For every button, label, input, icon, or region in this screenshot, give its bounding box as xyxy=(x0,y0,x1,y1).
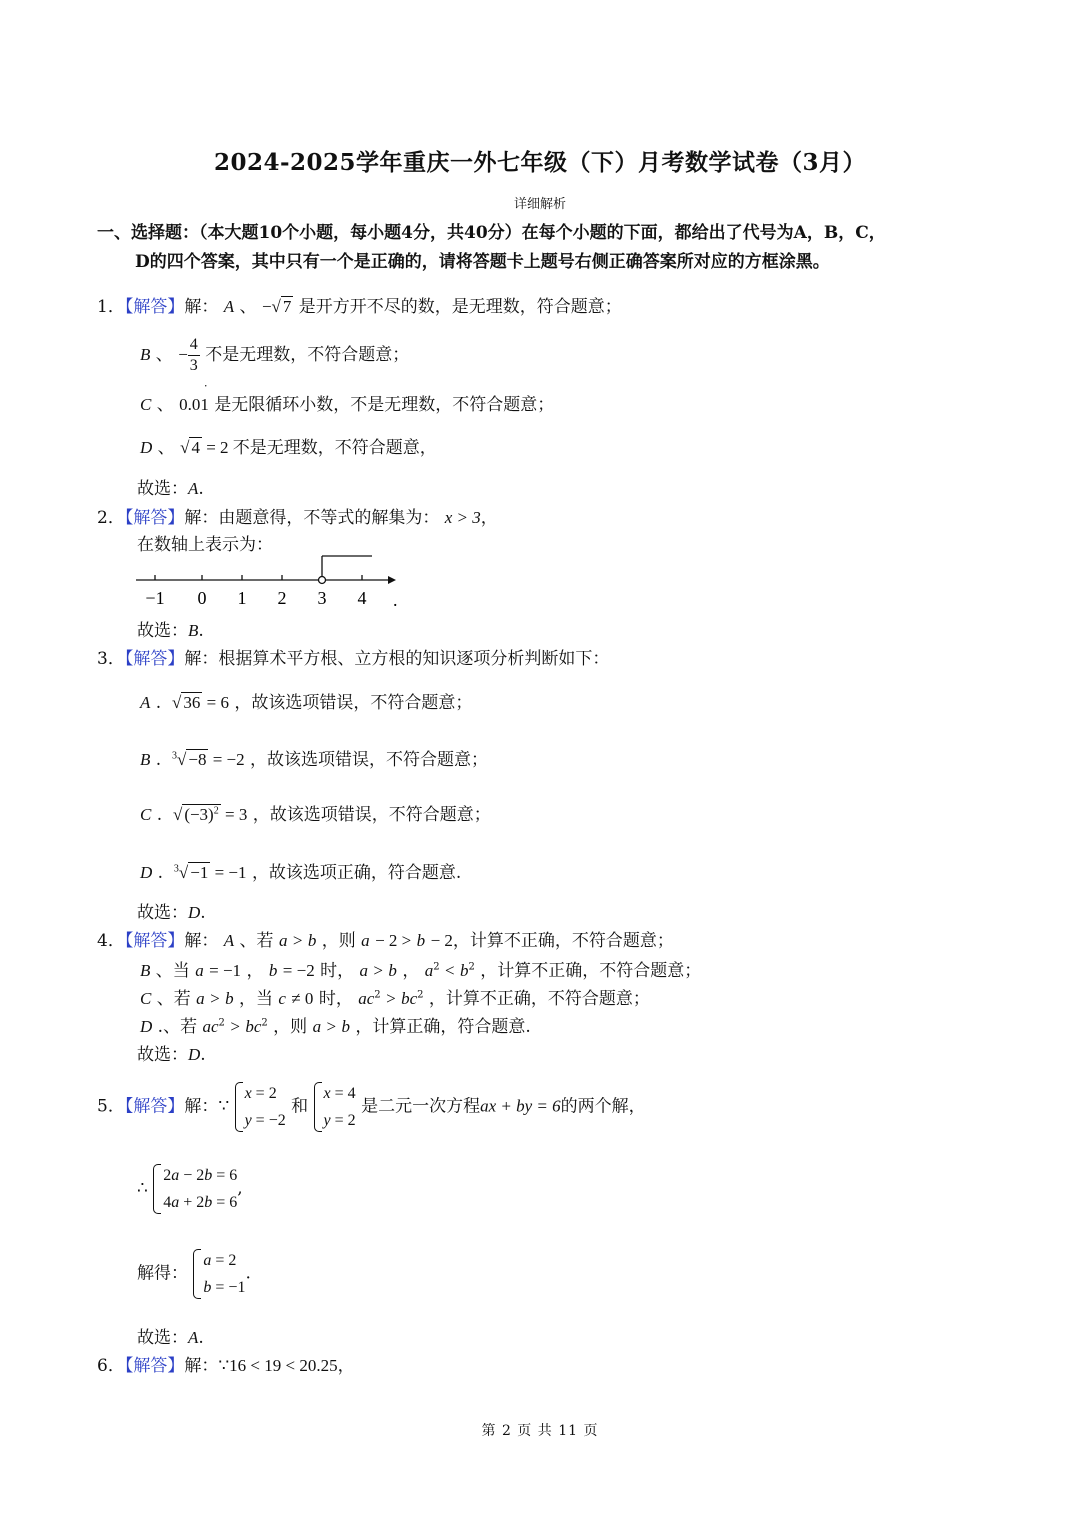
q3-answer: D xyxy=(188,903,201,922)
q3-line-b: B . $^3$√ −8 = −2 ，故该选项错误，不符合题意； xyxy=(140,750,489,770)
q5-line: 5．【解答】解：∵ x = 2 y = −2 和 x = 4 y = 2 是二元一次方程ax + by = 6的两个解， xyxy=(97,1080,646,1134)
q1-line-d: D 、 √ 4 = 2 不是无理数，不符合题意， xyxy=(140,438,437,458)
q4-a-text: 计算不正确，不符合题意； xyxy=(469,931,674,951)
tick-label: 3 xyxy=(317,588,327,608)
q4-line-a: 4．【解答】解： A 、若 a > b ，则 a − 2 > b − 2，计算不正确，不符合题意； xyxy=(97,931,674,951)
q5-solved-label: 解得： xyxy=(137,1263,188,1284)
q3-d-text: ，故该选项正确，符合题意. xyxy=(251,863,462,883)
q4-line-d: D .、若 $ac^2 > bc^2$ ，则 a > b ，计算正确，符合题意. xyxy=(140,1017,531,1037)
section-heading-line1: 一、选择题：（本大题10个小题，每小题4分，共40分）在每个小题的下面，都给出了代号为A，B，C， xyxy=(97,223,886,243)
q2-answer: B xyxy=(188,621,199,640)
q2-expr: x > 3 xyxy=(444,508,481,527)
q1-c-text: 是无限循环小数，不是无理数，不符合题意； xyxy=(214,395,555,415)
system-2a-2b: 2a − 2b = 6 4a + 2b = 6 xyxy=(153,1162,237,1216)
svg-text:.: . xyxy=(393,590,398,610)
q4-b-text: 计算不正确，不符合题意； xyxy=(497,961,702,981)
system-x4-y2: x = 4 y = 2 xyxy=(314,1080,356,1134)
q2-tag: 【解答】 xyxy=(124,508,185,528)
q6-expr: ∵16 < 19 < 20.25， xyxy=(218,1356,355,1375)
q2-text: 由题意得，不等式的解集为： xyxy=(218,508,440,528)
q1-a-text: 是开方开不尽的数，是无理数，符合题意； xyxy=(298,297,622,317)
q2-number: 2． xyxy=(97,508,125,528)
q1-d-text: 不是无理数，不符合题意， xyxy=(232,438,437,458)
tick-label: 4 xyxy=(357,588,367,608)
q6-number: 6． xyxy=(97,1356,125,1376)
q5-equation: ax + by = 6 xyxy=(480,1096,561,1116)
q5-therefore: ∴ 2a − 2b = 6 4a + 2b = 6, xyxy=(137,1162,243,1216)
q2-line: 2．【解答】解：由题意得，不等式的解集为： x > 3， xyxy=(97,508,498,528)
q4-number: 4． xyxy=(97,931,125,951)
q1-line-c: C 、 0.01 ˙ 是无限循环小数，不是无理数，不符合题意； xyxy=(140,383,555,415)
page-subtitle: 详细解析 xyxy=(513,197,566,212)
q1-choose: 故选：A. xyxy=(137,479,204,499)
q5-solved: 解得： a = 2 b = −1. xyxy=(137,1247,251,1301)
tick-label: 1 xyxy=(237,588,247,608)
q5-jie: 解： xyxy=(184,1096,219,1117)
q5-tag: 【解答】 xyxy=(124,1096,185,1117)
number-line xyxy=(130,550,410,610)
q1-jie: 解： xyxy=(184,297,219,317)
q4-choose-label: 故选： xyxy=(137,1045,188,1065)
q1-line-a: 1．【解答】解： A 、 −√ 7 是开方开不尽的数，是无理数，符合题意； xyxy=(97,297,622,317)
q4-answer: D xyxy=(188,1045,201,1064)
q4-tag: 【解答】 xyxy=(124,931,185,951)
q5-and: 和 xyxy=(291,1096,309,1117)
system-solution: a = 2 b = −1 xyxy=(193,1247,245,1301)
q3-jie: 解： xyxy=(184,649,219,669)
q3-a-text: ，故该选项错误，不符合题意； xyxy=(234,693,473,713)
q3-line-d: D . $^3$√ −1 = −1 ，故该选项正确，符合题意. xyxy=(140,863,462,883)
q1-tag: 【解答】 xyxy=(124,297,185,317)
q5-number: 5． xyxy=(97,1096,125,1117)
q4-jie: 解： xyxy=(184,931,219,951)
q5-text: 是二元一次方程 xyxy=(361,1096,481,1117)
q2-jie: 解： xyxy=(184,508,219,528)
q5-answer: A xyxy=(188,1328,199,1347)
q3-choose: 故选：D. xyxy=(137,903,206,923)
q3-line-a: A . √ 36 = 6 ，故该选项错误，不符合题意； xyxy=(140,693,473,713)
page-footer: 第 2 页 共 11 页 xyxy=(481,1423,599,1439)
q4-choose: 故选：D. xyxy=(137,1045,206,1065)
open-circle-at-3 xyxy=(319,577,326,584)
q5-choose: 故选：A. xyxy=(137,1328,204,1348)
system-x2-y-2: x = 2 y = −2 xyxy=(235,1080,286,1134)
q1-b-text: 不是无理数，不符合题意； xyxy=(205,345,410,365)
tick-label: 2 xyxy=(277,588,287,608)
q5-tail: 的两个解， xyxy=(560,1096,646,1117)
page-title: 2024-2025学年重庆一外七年级（下）月考数学试卷（3月） xyxy=(213,149,867,176)
section-heading-line2: D的四个答案，其中只有一个是正确的，请将答题卡上题号右侧正确答案所对应的方框涂黑。 xyxy=(135,252,830,272)
q2-choose: 故选：B. xyxy=(137,621,204,641)
q1-number: 1． xyxy=(97,297,125,317)
q2-choose-label: 故选： xyxy=(137,621,188,641)
q4-line-c: C 、若 a > b ，当 c ≠ 0 时， $ac^2 > bc^2$ ，计算不正确，不符合题意； xyxy=(140,989,650,1009)
q3-number: 3． xyxy=(97,649,125,669)
q3-line-c: C . √ $(-3)^2 = 3$ ，故该选项错误，不符合题意； xyxy=(140,805,491,825)
q2-numline-label: 在数轴上表示为： xyxy=(137,535,273,555)
tick-label: −1 xyxy=(145,588,165,608)
q4-line-b: B 、当 a = −1 ， b = −2 时， a > b ， $a^2 < b^2$ ，计算不正确，不符合题意； xyxy=(140,961,702,981)
tick-label: 0 xyxy=(197,588,207,608)
q4-c-text: 计算不正确，不符合题意； xyxy=(445,989,650,1009)
q3-c-text: ，故该选项错误，不符合题意； xyxy=(252,805,491,825)
q3-choose-label: 故选： xyxy=(137,903,188,923)
q1-line-b: B 、 − $\frac{4}{3}$ 不是无理数，不符合题意； xyxy=(140,336,410,374)
q3-b-text: ，故该选项错误，不符合题意； xyxy=(250,750,489,770)
q4-d-text: 计算正确，符合题意. xyxy=(372,1017,531,1037)
q3-line xyxy=(97,644,609,669)
q6-line xyxy=(97,1351,355,1376)
q6-tag: 【解答】 xyxy=(124,1356,185,1376)
q1-answer: A xyxy=(188,479,199,498)
q1-choose-label: 故选： xyxy=(137,479,188,499)
q3-text: 根据算术平方根、立方根的知识逐项分析判断如下： xyxy=(218,649,610,669)
q5-choose-label: 故选： xyxy=(137,1328,188,1348)
q6-jie: 解： xyxy=(184,1356,219,1376)
q3-tag: 【解答】 xyxy=(124,649,185,669)
